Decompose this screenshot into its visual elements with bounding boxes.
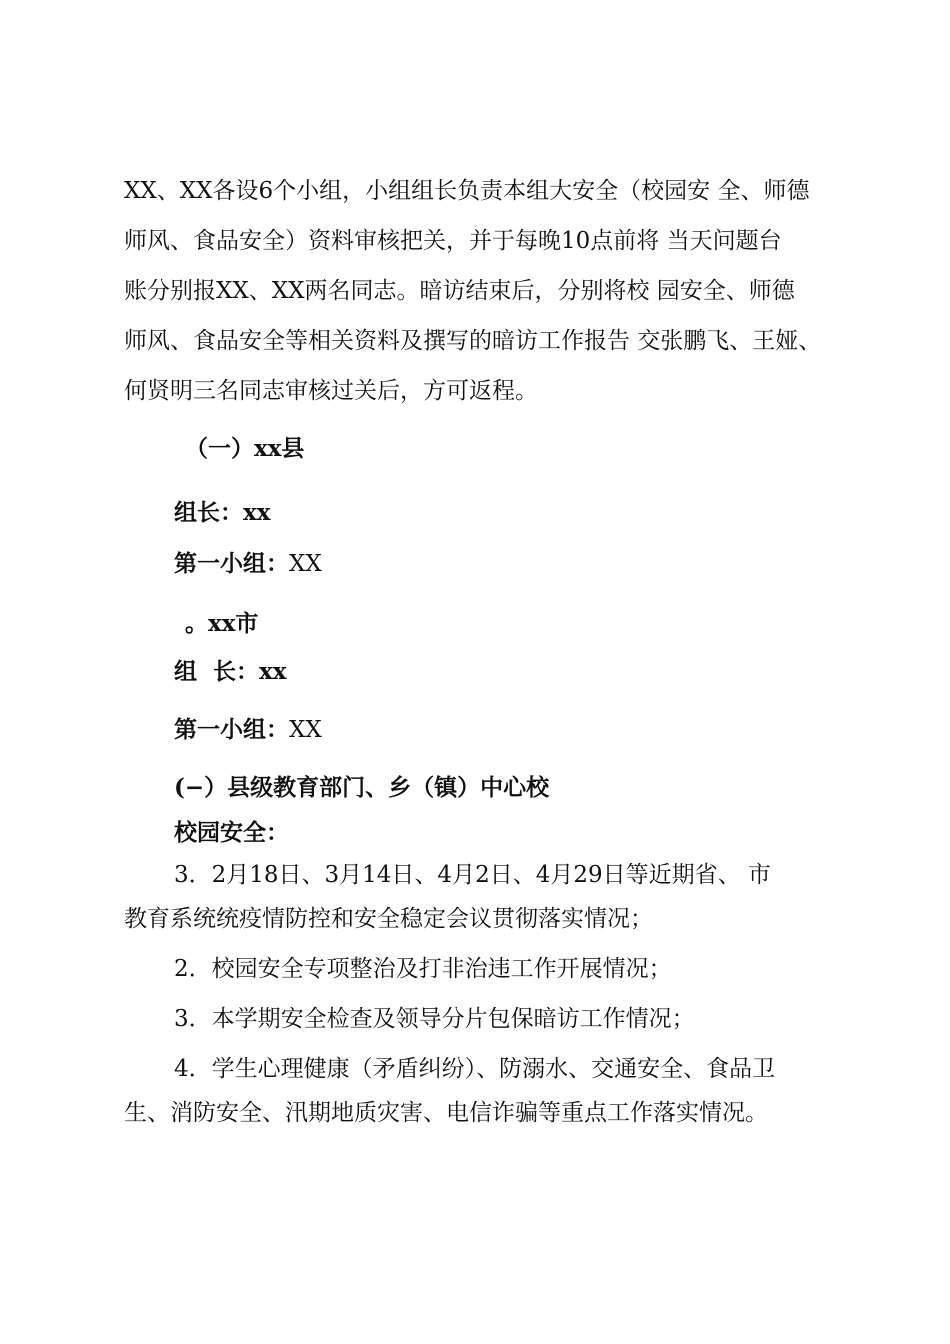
list-item: 4．学生心理健康（矛盾纠纷）、防溺水、交通安全、食品卫 xyxy=(174,1056,776,1082)
leader-label: 组长： xyxy=(174,499,243,526)
group-value: XX xyxy=(289,551,322,577)
list-item-continuation: 教育系统统疫情防控和安全稳定会议贯彻落实情况； xyxy=(124,906,653,932)
list-item-continuation: 生、消防安全、汛期地质灾害、电信诈骗等重点工作落实情况。 xyxy=(124,1100,768,1126)
leader-label: 组 长： xyxy=(174,658,260,685)
group-label: 第一小组： xyxy=(174,550,289,577)
group-label: 第一小组： xyxy=(174,716,289,743)
intro-line: 账分别报XX、XX两名同志。暗访结束后，分别将校 园安全、师德 xyxy=(124,278,795,304)
leader-value: xx xyxy=(243,499,271,526)
group-value: XX xyxy=(289,717,322,743)
section-heading-education: (−）县级教育部门、乡（镇）中心校 xyxy=(174,774,550,801)
city-group-1 xyxy=(174,711,322,744)
campus-safety-list xyxy=(124,853,866,1135)
intro-line: XX、XX各设6个小组，小组组长负责本组大安全（校园安 全、师德 xyxy=(124,178,810,204)
intro-line: 师风、食品安全）资料审核把关，并于每晚10点前将 当天问题台 xyxy=(124,228,782,254)
county-leader xyxy=(174,494,270,527)
city-leader xyxy=(174,653,286,686)
intro-paragraph xyxy=(124,166,866,416)
leader-value: xx xyxy=(259,658,287,685)
campus-safety-subheading: 校园安全： xyxy=(174,819,289,846)
list-item: 3．本学期安全检查及领导分片包保暗访工作情况； xyxy=(174,1006,695,1032)
section-heading-city: 。xx市 xyxy=(185,610,259,637)
county-group-1 xyxy=(174,545,322,578)
section-heading-county: （一）xx县 xyxy=(185,435,305,462)
intro-line: 师风、食品安全等相关资料及撰写的暗访工作报告 交张鹏飞、王娅、 xyxy=(124,328,822,354)
list-item: 2．校园安全专项整治及打非治违工作开展情况； xyxy=(174,956,672,982)
intro-line: 何贤明三名同志审核过关后，方可返程。 xyxy=(124,378,538,404)
list-item: 3．2月18日、3月14日、4月2日、4月29日等近期省、 市 xyxy=(174,862,771,888)
